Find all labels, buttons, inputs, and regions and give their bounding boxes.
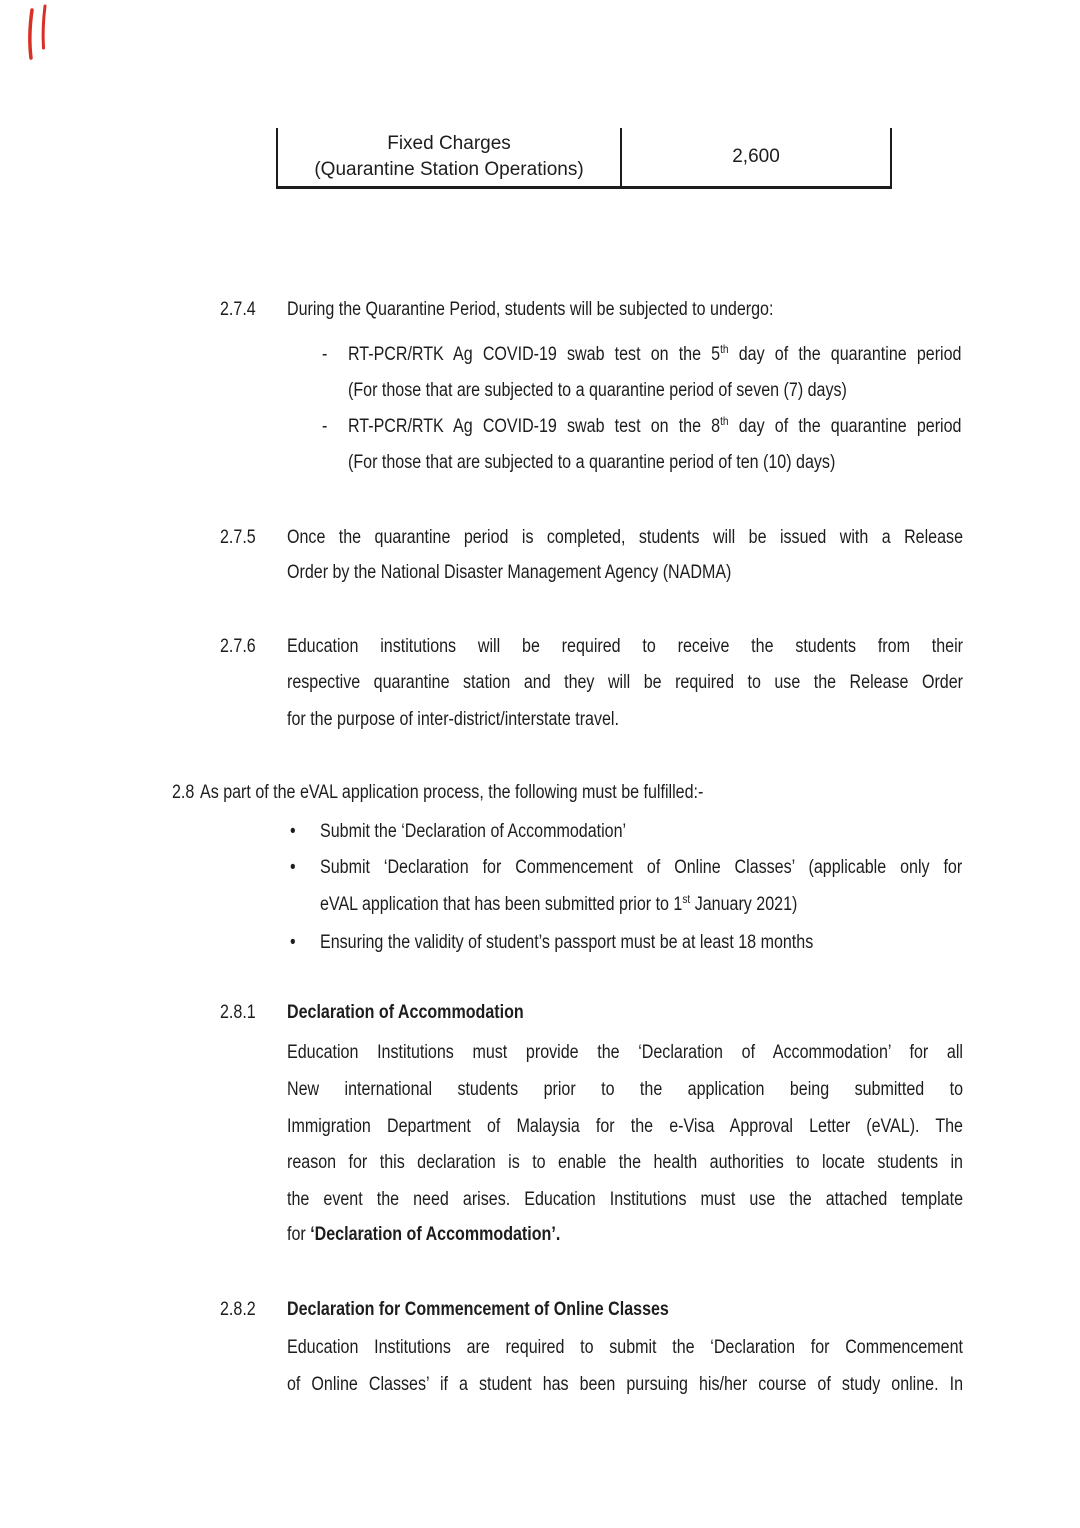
section-2-7-4-heading: During the Quarantine Period, students will be subjected to undergo:: [287, 299, 774, 320]
section-2-8-1-line-6: [287, 1216, 1048, 1253]
section-2-8-1-line-3: Immigration Department of Malaysia for the e-Visa Approval Letter (eVAL). The: [287, 1116, 963, 1137]
dash-marker: -: [322, 416, 328, 437]
dash-item-text: RT-PCR/RTK Ag COVID-19 swab test on the 8: [348, 416, 721, 437]
superscript-ordinal: st: [682, 892, 691, 906]
section-2-7-6-line-1: Education institutions will be required to receive the students from their: [287, 636, 963, 657]
bullet-marker: •: [290, 821, 296, 842]
bullet-item-3: Ensuring the validity of student’s passport must be at least 18 months: [320, 932, 814, 953]
dash-marker: -: [322, 344, 328, 365]
bullet-item-text: January 2021): [690, 894, 798, 915]
section-2-8-heading: As part of the eVAL application process, the following must be fulfilled:-: [200, 782, 704, 803]
section-2-8-1-title: Declaration of Accommodation: [287, 1002, 524, 1023]
bullet-item-text: eVAL application that has been submitted prior to 1: [320, 894, 683, 915]
bullet-marker: •: [290, 932, 296, 953]
section-number-2-8: 2.8: [172, 782, 195, 803]
paragraph-text-bold: ‘Declaration of Accommodation’.: [310, 1224, 561, 1245]
paragraph-text: for: [287, 1224, 311, 1245]
dash-item-2-line-1: [348, 408, 961, 445]
dash-item-1-line-1: [348, 336, 961, 373]
section-2-8-1-line-4: reason for this declaration is to enable the health authorities to locate students in: [287, 1152, 963, 1173]
table-cell-amount: [622, 128, 892, 186]
section-2-8-2-title: Declaration for Commencement of Online Classes: [287, 1299, 669, 1320]
bullet-item-2-line-1: Submit ‘Declaration for Commencement of Online Classes’ (applicable only for: [320, 857, 963, 878]
section-2-7-5-line-2: Order by the National Disaster Management Agency (NADMA): [287, 562, 732, 583]
bullet-marker: •: [290, 857, 296, 878]
section-number-2-8-1: 2.8.1: [220, 1002, 256, 1023]
bullet-item-2-line-2: [320, 886, 1080, 923]
section-number-2-7-6: 2.7.6: [220, 636, 256, 657]
section-2-8-1-line-1: Education Institutions must provide the ‘Declaration of Accommodation’ for all: [287, 1042, 963, 1063]
dash-item-text: day of the quarantine period: [728, 416, 962, 437]
section-number-2-7-4: 2.7.4: [220, 299, 256, 320]
section-number-2-7-5: 2.7.5: [220, 527, 256, 548]
dash-item-2-line-2: (For those that are subjected to a quarantine period of ten (10) days): [348, 452, 836, 473]
superscript-ordinal: th: [720, 342, 729, 356]
section-2-7-5-line-1: Once the quarantine period is completed, students will be issued with a Release: [287, 527, 963, 548]
section-2-8-2-line-1: Education Institutions are required to submit the ‘Declaration for Commencement: [287, 1337, 963, 1358]
dash-item-1-line-2: (For those that are subjected to a quarantine period of seven (7) days): [348, 380, 847, 401]
bullet-item-1: Submit the ‘Declaration of Accommodation’: [320, 821, 627, 842]
section-2-8-1-line-5: the event the need arises. Education Institutions must use the attached template: [287, 1189, 963, 1210]
dash-item-text: day of the quarantine period: [728, 344, 962, 365]
section-number-2-8-2: 2.8.2: [220, 1299, 256, 1320]
superscript-ordinal: th: [720, 414, 729, 428]
section-2-8-2-line-2: of Online Classes’ if a student has been pursuing his/her course of study online. In: [287, 1374, 963, 1395]
section-2-7-6-line-2: respective quarantine station and they will be required to use the Release Order: [287, 672, 963, 693]
dash-item-text: RT-PCR/RTK Ag COVID-19 swab test on the 5: [348, 344, 721, 365]
section-2-8-1-line-2: New international students prior to the application being submitted to: [287, 1079, 963, 1100]
table-cell-label: [276, 128, 622, 186]
table-label-line1: Fixed Charges: [387, 133, 511, 154]
fixed-charges-table: [276, 128, 892, 189]
table-amount-value: 2,600: [732, 146, 780, 167]
table-label-line2: (Quarantine Station Operations): [314, 159, 584, 180]
section-2-7-6-line-3: for the purpose of inter-district/interstate travel.: [287, 709, 619, 730]
red-pen-mark: [22, 2, 58, 64]
